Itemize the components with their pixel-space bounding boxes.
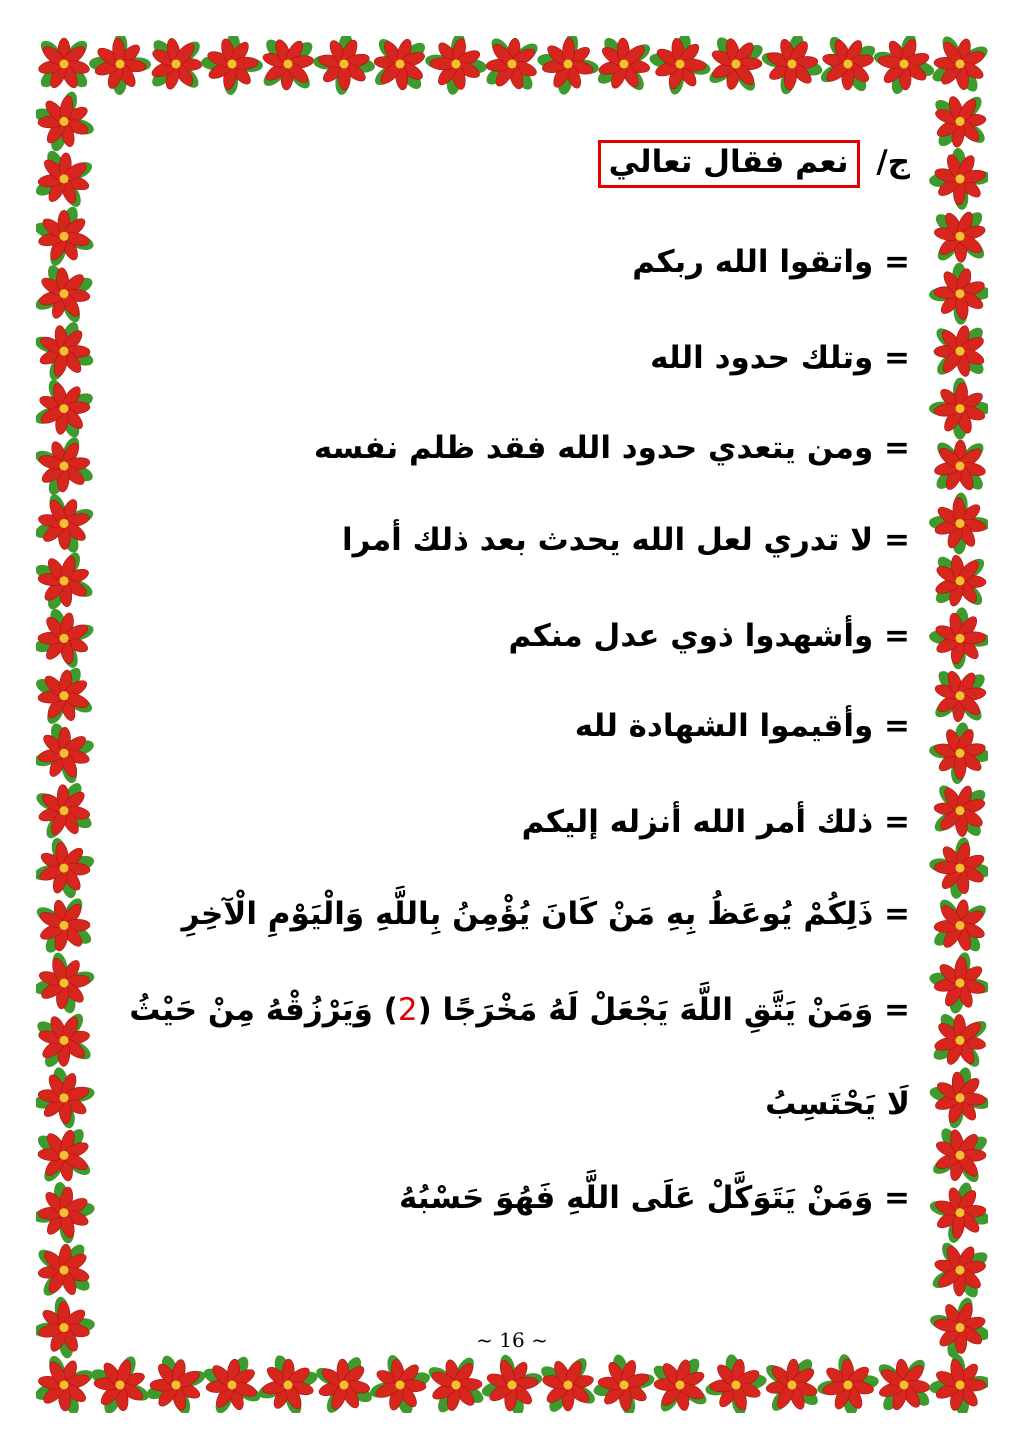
poinsettia-flower	[36, 200, 100, 272]
poinsettia-flower	[927, 1237, 988, 1303]
poinsettia-flower	[36, 259, 98, 328]
poinsettia-flower	[36, 1124, 95, 1186]
poinsettia-flower	[148, 36, 204, 92]
text-line-3: = ومن يتعدي حدود الله فقد ظلم نفسه	[313, 430, 910, 466]
poinsettia-flower	[82, 36, 158, 102]
text-line-7: = ذلك أمر الله أنزله إليكم	[521, 804, 910, 840]
poinsettia-flower	[867, 36, 940, 101]
poinsettia-flower	[922, 371, 988, 447]
text-line-6: = وأقيموا الشهادة لله	[574, 708, 910, 744]
poinsettia-flower	[36, 1240, 94, 1301]
text-line-8: = ذَلِكُمْ يُوعَظُ بِهِ مَنْ كَانَ يُؤْمِنُ بِاللَّهِ وَالْيَوْمِ الْآخِرِ	[181, 896, 910, 932]
poinsettia-flower	[36, 893, 97, 958]
poinsettia-flower	[922, 600, 988, 676]
poinsettia-flower	[36, 85, 100, 158]
poinsettia-flower	[927, 36, 988, 97]
poinsettia-flower	[423, 1352, 489, 1413]
poinsettia-flower	[923, 1176, 988, 1250]
verse-number: 2	[397, 992, 418, 1028]
text-line-5: = وأشهدوا ذوي عدل منكم	[508, 618, 910, 654]
page-number: ~ 16 ~	[476, 1328, 548, 1352]
poinsettia-flower	[482, 36, 543, 94]
poinsettia-flower	[36, 831, 101, 904]
verse-part-1: = وَمَنْ يَتَّقِ اللَّهَ يَجْعَلْ لَهُ مَخْرَجًا (	[417, 992, 910, 1028]
poinsettia-flower	[761, 1354, 822, 1413]
poinsettia-flower	[36, 431, 99, 501]
verse-line	[129, 988, 910, 1032]
poinsettia-flower	[699, 1348, 774, 1413]
text-line-2: = وتلك حدود الله	[650, 340, 910, 376]
poinsettia-flower	[929, 895, 988, 956]
poinsettia-flower	[310, 1351, 377, 1413]
poinsettia-flower	[36, 316, 99, 387]
poinsettia-flower	[85, 1350, 154, 1413]
poinsettia-flower	[933, 324, 988, 379]
answer-prefix: ج/	[876, 144, 910, 180]
poinsettia-flower	[922, 141, 988, 217]
poinsettia-flower	[928, 1009, 988, 1072]
poinsettia-flower	[643, 36, 718, 101]
poinsettia-flower	[810, 1347, 885, 1413]
text-line-last: = وَمَنْ يَتَوَكَّلْ عَلَى اللَّهِ فَهُوَ حَسْبُهُ	[399, 1180, 910, 1216]
poinsettia-flower	[931, 92, 988, 150]
text-line-1: = واتقوا الله ربكم	[632, 244, 910, 280]
verse-continuation: لَا يَحْتَسِبُ	[765, 1086, 910, 1122]
poinsettia-flower	[922, 486, 988, 562]
poinsettia-flower	[140, 1349, 211, 1413]
poinsettia-flower	[36, 1350, 99, 1413]
poinsettia-flower	[587, 1348, 661, 1413]
poinsettia-flower	[536, 1353, 600, 1413]
poinsettia-flower	[252, 1349, 324, 1413]
poinsettia-flower	[932, 208, 988, 264]
poinsettia-flower	[36, 546, 98, 615]
text-line-4: = لا تدري لعل الله يحدث بعد ذلك أمرا	[342, 522, 910, 558]
poinsettia-flower	[36, 602, 100, 674]
poinsettia-flower	[306, 36, 382, 102]
poinsettia-flower	[418, 36, 493, 102]
poinsettia-flower	[874, 1355, 934, 1413]
poinsettia-flower	[36, 1061, 101, 1136]
highlighted-answer: نعم فقال تعالي	[598, 140, 860, 188]
poinsettia-flower	[922, 830, 988, 905]
poinsettia-flower	[923, 946, 988, 1021]
poinsettia-flower	[36, 717, 100, 790]
poinsettia-flower	[475, 1348, 549, 1413]
poinsettia-flower	[922, 715, 988, 791]
poinsettia-flower	[928, 1123, 988, 1187]
poinsettia-flower	[930, 781, 988, 841]
verse-part-2: ) وَيَرْزُقْهُ مِنْ حَيْثُ	[129, 992, 398, 1028]
poinsettia-flower	[932, 553, 988, 609]
poinsettia-flower	[36, 374, 99, 444]
poinsettia-flower	[933, 439, 988, 494]
poinsettia-flower	[370, 36, 429, 94]
poinsettia-flower	[36, 946, 101, 1020]
poinsettia-flower	[923, 1061, 988, 1135]
poinsettia-flower	[922, 1347, 988, 1413]
poinsettia-flower	[259, 36, 316, 93]
poinsettia-flower	[36, 777, 97, 843]
poinsettia-flower	[530, 36, 605, 102]
poinsettia-flower	[36, 1009, 96, 1073]
poinsettia-flower	[36, 1175, 102, 1250]
poinsettia-flower	[931, 667, 988, 725]
poinsettia-flower	[593, 36, 655, 95]
poinsettia-flower	[198, 1351, 266, 1413]
poinsettia-flower	[363, 1348, 436, 1413]
answer-heading	[598, 140, 910, 184]
poinsettia-flower	[37, 37, 91, 91]
poinsettia-flower	[815, 36, 880, 97]
poinsettia-flower	[755, 36, 829, 101]
poinsettia-flower	[922, 256, 988, 332]
poinsettia-flower	[36, 662, 98, 730]
poinsettia-flower	[194, 36, 270, 102]
poinsettia-flower	[36, 488, 99, 559]
poinsettia-flower	[704, 36, 768, 96]
poinsettia-flower	[36, 145, 98, 213]
poinsettia-flower	[648, 1353, 711, 1413]
